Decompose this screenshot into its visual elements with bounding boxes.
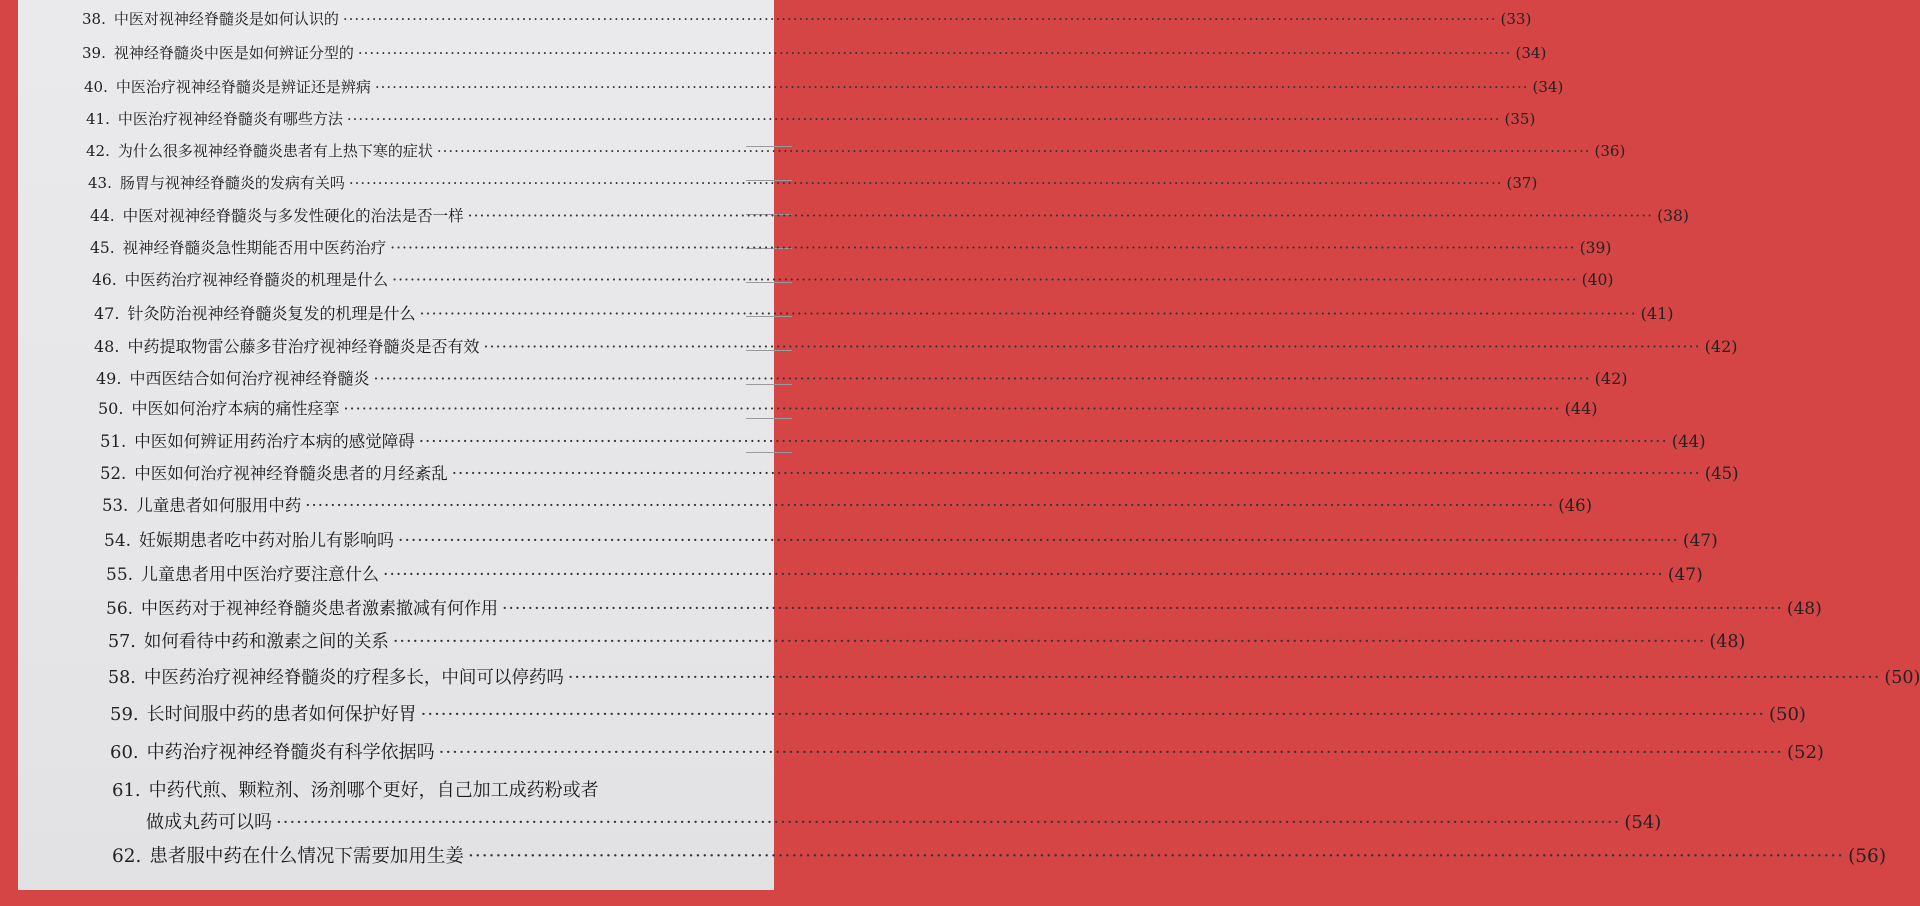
- entry-number: 42.: [86, 142, 110, 160]
- toc-entry[interactable]: [18, 428, 1706, 452]
- leader-dots: ········································································································································································································: [398, 531, 1679, 551]
- entry-title: 中医药对于视神经脊髓炎患者激素撤减有何作用: [141, 599, 499, 619]
- leader-dots: ········································································································································································································: [276, 812, 1621, 833]
- toc-entry[interactable]: [18, 396, 1598, 419]
- entry-title: 中医如何辨证用药治疗本病的感觉障碍: [134, 432, 415, 451]
- leader-dots: ········································································································································································································: [418, 432, 1668, 451]
- entry-title: 视神经脊髓炎急性期能否用中医药治疗: [122, 239, 387, 257]
- toc-entry[interactable]: [18, 842, 1887, 868]
- leader-dots: ········································································································································································································: [502, 599, 1783, 619]
- entry-number: 53.: [102, 496, 129, 515]
- entry-title: 中医对视神经脊髓炎与多发性硬化的治法是否一样: [122, 207, 464, 225]
- entry-page-number: (42): [1594, 369, 1628, 388]
- entry-page-number: (46): [1558, 496, 1593, 515]
- entry-number: 43.: [88, 174, 112, 192]
- leader-dots: ········································································································································································································: [451, 464, 1701, 483]
- entry-number: 54.: [104, 531, 132, 551]
- entry-title: 中医药治疗视神经脊髓炎的机理是什么: [124, 271, 389, 289]
- leader-dots: ········································································································································································································: [419, 304, 1637, 323]
- entry-page-number: (33): [1500, 10, 1532, 28]
- entry-title: 中药代煎、颗粒剂、汤剂哪个更好，自己加工成药粉或者: [148, 780, 599, 801]
- toc-entry[interactable]: [18, 526, 1718, 551]
- entry-number: 47.: [94, 304, 120, 323]
- entry-number: 59.: [110, 704, 139, 725]
- entry-page-number: (44): [1564, 399, 1598, 418]
- toc-entry[interactable]: [18, 140, 1626, 161]
- entry-number: 44.: [90, 207, 115, 225]
- entry-number: 60.: [110, 742, 139, 763]
- book-page: [18, 0, 1920, 890]
- leader-dots: ········································································································································································································: [467, 207, 1654, 225]
- toc-entry[interactable]: [18, 776, 850, 802]
- toc-entry[interactable]: [18, 460, 1739, 484]
- entry-number: 40.: [84, 78, 108, 96]
- entry-title: 中医对视神经脊髓炎是如何认识的: [113, 10, 339, 28]
- entry-page-number: (44): [1671, 432, 1706, 451]
- leader-dots: ········································································································································································································: [374, 78, 1529, 96]
- entry-number: 61.: [112, 780, 141, 801]
- entry-title-continued: 做成丸药可以吗: [146, 812, 272, 833]
- entry-page-number: (39): [1579, 239, 1612, 257]
- entry-title: 中西医结合如何治疗视神经脊髓炎: [129, 369, 370, 388]
- toc-entry[interactable]: [18, 700, 1806, 726]
- entry-number: 45.: [90, 239, 115, 257]
- entry-number: 62.: [112, 846, 142, 867]
- toc-entry[interactable]: [18, 560, 1703, 585]
- entry-number: 48.: [94, 337, 120, 356]
- entry-page-number: (45): [1704, 464, 1739, 483]
- toc-entry[interactable]: [18, 108, 1536, 129]
- entry-number: 52.: [100, 464, 127, 483]
- entry-number: 58.: [108, 668, 136, 688]
- leader-dots: ········································································································································································································: [343, 399, 1561, 418]
- toc-entry[interactable]: [18, 268, 1614, 290]
- entry-number: 39.: [82, 44, 106, 62]
- entry-title: 儿童患者如何服用中药: [136, 496, 302, 515]
- leader-dots: ········································································································································································································: [483, 337, 1701, 356]
- entry-title: 如何看待中药和激素之间的关系: [143, 632, 389, 652]
- entry-title: 中药提取物雷公藤多苷治疗视神经脊髓炎是否有效: [127, 337, 480, 356]
- entry-number: 56.: [106, 599, 134, 619]
- toc-entry[interactable]: [18, 236, 1612, 258]
- toc-entry[interactable]: [18, 594, 1822, 619]
- entry-title: 中医治疗视神经脊髓炎有哪些方法: [117, 110, 343, 128]
- entry-page-number: (41): [1640, 304, 1674, 323]
- entry-number: 51.: [100, 432, 127, 451]
- entry-page-number: (48): [1709, 632, 1746, 652]
- entry-page-number: (50): [1884, 668, 1920, 688]
- leader-dots: ········································································································································································································: [392, 271, 1578, 289]
- entry-page-number: (52): [1786, 742, 1824, 763]
- entry-title: 中医药治疗视神经脊髓炎的疗程多长，中间可以停药吗: [143, 668, 564, 688]
- toc-entry[interactable]: [18, 628, 1746, 653]
- entry-page-number: (37): [1506, 174, 1538, 192]
- entry-title: 肠胃与视神经脊髓炎的发病有关吗: [119, 174, 345, 192]
- entry-title: 患者服中药在什么情况下需要加用生姜: [149, 846, 464, 867]
- leader-dots: ········································································································································································································: [348, 174, 1503, 192]
- leader-dots: ········································································································································································································: [383, 565, 1664, 585]
- entry-title: 中医如何治疗视神经脊髓炎患者的月经紊乱: [134, 464, 448, 483]
- entry-title: 中药治疗视神经脊髓炎有科学依据吗: [146, 742, 435, 763]
- entry-number: 55.: [106, 565, 134, 585]
- entry-title: 中医治疗视神经脊髓炎是辨证还是辨病: [115, 78, 371, 96]
- leader-dots: ········································································································································································································: [420, 704, 1765, 725]
- toc-entry[interactable]: [18, 172, 1538, 193]
- toc-entry[interactable]: [18, 334, 1738, 357]
- entry-number: 46.: [92, 271, 117, 289]
- leader-dots: ········································································································································································································: [357, 44, 1512, 62]
- entry-title: 为什么很多视神经脊髓炎患者有上热下寒的症状: [117, 142, 433, 160]
- entry-page-number: (42): [1704, 337, 1738, 356]
- leader-dots: ········································································································································································································: [373, 369, 1591, 388]
- leader-dots: ········································································································································································································: [392, 632, 1706, 652]
- entry-title: 妊娠期患者吃中药对胎儿有影响吗: [139, 531, 395, 551]
- entry-number: 38.: [82, 10, 106, 28]
- entry-page-number: (50): [1768, 704, 1806, 725]
- entry-page-number: (47): [1682, 531, 1718, 551]
- entry-page-number: (48): [1786, 599, 1822, 619]
- leader-dots: ········································································································································································································: [438, 742, 1783, 763]
- entry-number: 57.: [108, 632, 136, 652]
- entry-title: 长时间服中药的患者如何保护好胃: [146, 704, 417, 725]
- entry-number: 41.: [86, 110, 110, 128]
- toc-entry[interactable]: [18, 204, 1689, 226]
- entry-page-number: (47): [1667, 565, 1703, 585]
- toc-entry[interactable]: [18, 366, 1628, 389]
- leader-dots: ········································································································································································································: [390, 239, 1576, 257]
- leader-dots: ········································································································································································································: [567, 668, 1881, 688]
- entry-page-number: (34): [1515, 44, 1547, 62]
- toc-entry[interactable]: [18, 492, 1593, 516]
- entry-title: 中医如何治疗本病的痛性痉挛: [131, 399, 340, 418]
- page-edge-rule: [746, 452, 792, 453]
- leader-dots: ········································································································································································································: [346, 110, 1501, 128]
- entry-number: 50.: [98, 399, 124, 418]
- entry-title: 视神经脊髓炎中医是如何辨证分型的: [113, 44, 354, 62]
- toc-entry[interactable]: [18, 42, 1547, 63]
- leader-dots: ········································································································································································································: [342, 10, 1497, 28]
- toc-entry[interactable]: [18, 8, 1532, 29]
- entry-title: 针灸防治视神经脊髓炎复发的机理是什么: [127, 304, 416, 323]
- entry-number: 49.: [96, 369, 122, 388]
- entry-page-number: (34): [1532, 78, 1564, 96]
- toc-entry[interactable]: [18, 301, 1674, 324]
- leader-dots: ········································································································································································································: [436, 142, 1591, 160]
- entry-page-number: (40): [1581, 271, 1614, 289]
- entry-page-number: (35): [1504, 110, 1536, 128]
- entry-page-number: (56): [1848, 846, 1887, 867]
- entry-page-number: (36): [1594, 142, 1626, 160]
- toc-entry[interactable]: [18, 76, 1564, 97]
- leader-dots: ········································································································································································································: [305, 496, 1555, 515]
- entry-page-number: (38): [1657, 207, 1689, 225]
- entry-title: 儿童患者用中医治疗要注意什么: [141, 565, 380, 585]
- entry-page-number: (54): [1624, 812, 1662, 833]
- toc-entry[interactable]: [18, 664, 1920, 689]
- toc-entry-continuation[interactable]: [18, 808, 1662, 834]
- leader-dots: ········································································································································································································: [467, 846, 1845, 867]
- toc-entry[interactable]: [18, 738, 1824, 764]
